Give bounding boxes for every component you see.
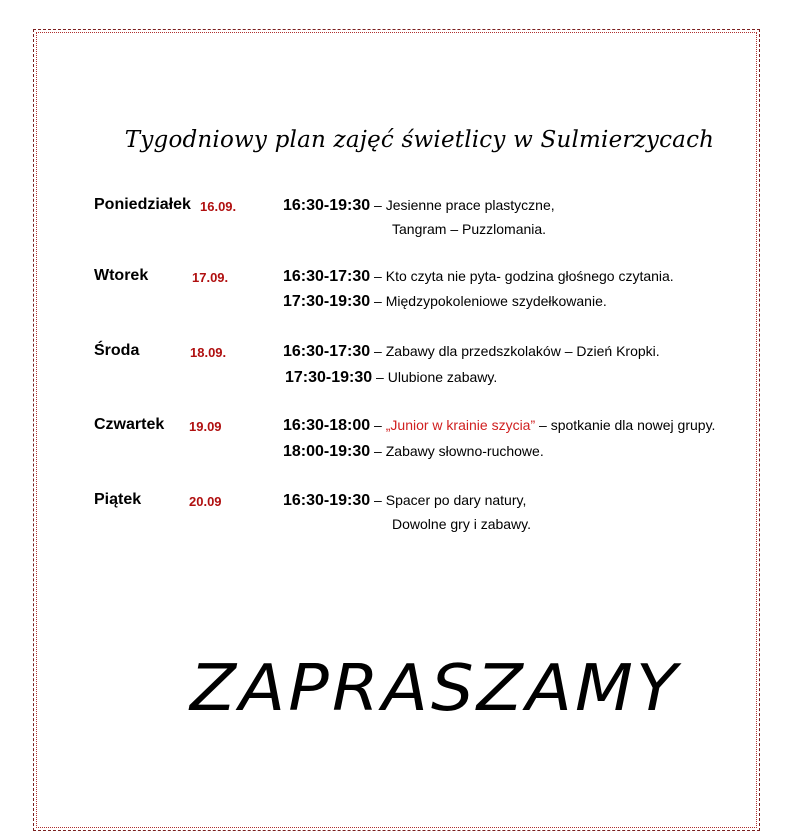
entry-time: 16:30-17:30 xyxy=(283,343,371,360)
entry-time: 16:30-18:00 xyxy=(283,417,371,434)
entry-separator: – xyxy=(370,293,386,309)
entry-separator: – xyxy=(370,268,386,284)
entry-highlight: „Junior w krainie szycia” xyxy=(385,417,536,433)
entry-separator: – xyxy=(370,443,386,459)
entry-separator: – xyxy=(370,343,386,359)
entry-text: Spacer po dary natury, xyxy=(385,492,527,508)
day-name-monday: Poniedziałek xyxy=(94,196,191,213)
entry-text: Zabawy słowno-ruchowe. xyxy=(385,443,544,459)
day-date-monday: 16.09. xyxy=(200,199,237,214)
entry-separator: – xyxy=(370,417,386,433)
schedule-entry xyxy=(285,369,497,387)
page-title: Tygodniowy plan zajęć świetlicy w Sulmierzycach xyxy=(124,127,715,153)
day-name-tuesday: Wtorek xyxy=(94,267,149,284)
entry-text-continuation: Tangram – Puzzlomania. xyxy=(392,221,547,237)
day-name-thursday: Czwartek xyxy=(94,416,165,433)
schedule-entry xyxy=(283,417,715,435)
entry-time: 17:30-19:30 xyxy=(285,369,373,386)
schedule-entry xyxy=(283,293,607,311)
day-date-thursday: 19.09 xyxy=(189,419,222,434)
day-name-wednesday: Środa xyxy=(94,342,140,359)
entry-time: 16:30-19:30 xyxy=(283,197,371,214)
schedule-entry xyxy=(283,268,674,286)
day-name-friday: Piątek xyxy=(94,491,142,508)
schedule-entry xyxy=(283,492,526,510)
entry-text: Ulubione zabawy. xyxy=(387,369,498,385)
entry-separator: – xyxy=(370,492,386,508)
schedule-entry xyxy=(283,343,660,361)
entry-text: Kto czyta nie pyta- godzina głośnego czytania. xyxy=(385,268,674,284)
entry-text: Międzypokoleniowe szydełkowanie. xyxy=(385,293,607,309)
entry-time: 18:00-19:30 xyxy=(283,443,371,460)
schedule-entry xyxy=(283,197,555,215)
day-date-tuesday: 17.09. xyxy=(192,270,229,285)
entry-separator: – xyxy=(372,369,388,385)
entry-time: 17:30-19:30 xyxy=(283,293,371,310)
entry-text: Jesienne prace plastyczne, xyxy=(385,197,555,213)
schedule-entry xyxy=(283,443,544,461)
day-date-wednesday: 18.09. xyxy=(190,345,227,360)
entry-separator: – xyxy=(370,197,386,213)
entry-time: 16:30-17:30 xyxy=(283,268,371,285)
invite-heading: ZAPRASZAMY xyxy=(190,652,681,726)
entry-text: – spotkanie dla nowej grupy. xyxy=(535,417,716,433)
day-date-friday: 20.09 xyxy=(189,494,222,509)
entry-time: 16:30-19:30 xyxy=(283,492,371,509)
entry-text: Zabawy dla przedszkolaków – Dzień Kropki. xyxy=(385,343,660,359)
entry-text-continuation: Dowolne gry i zabawy. xyxy=(392,516,532,532)
